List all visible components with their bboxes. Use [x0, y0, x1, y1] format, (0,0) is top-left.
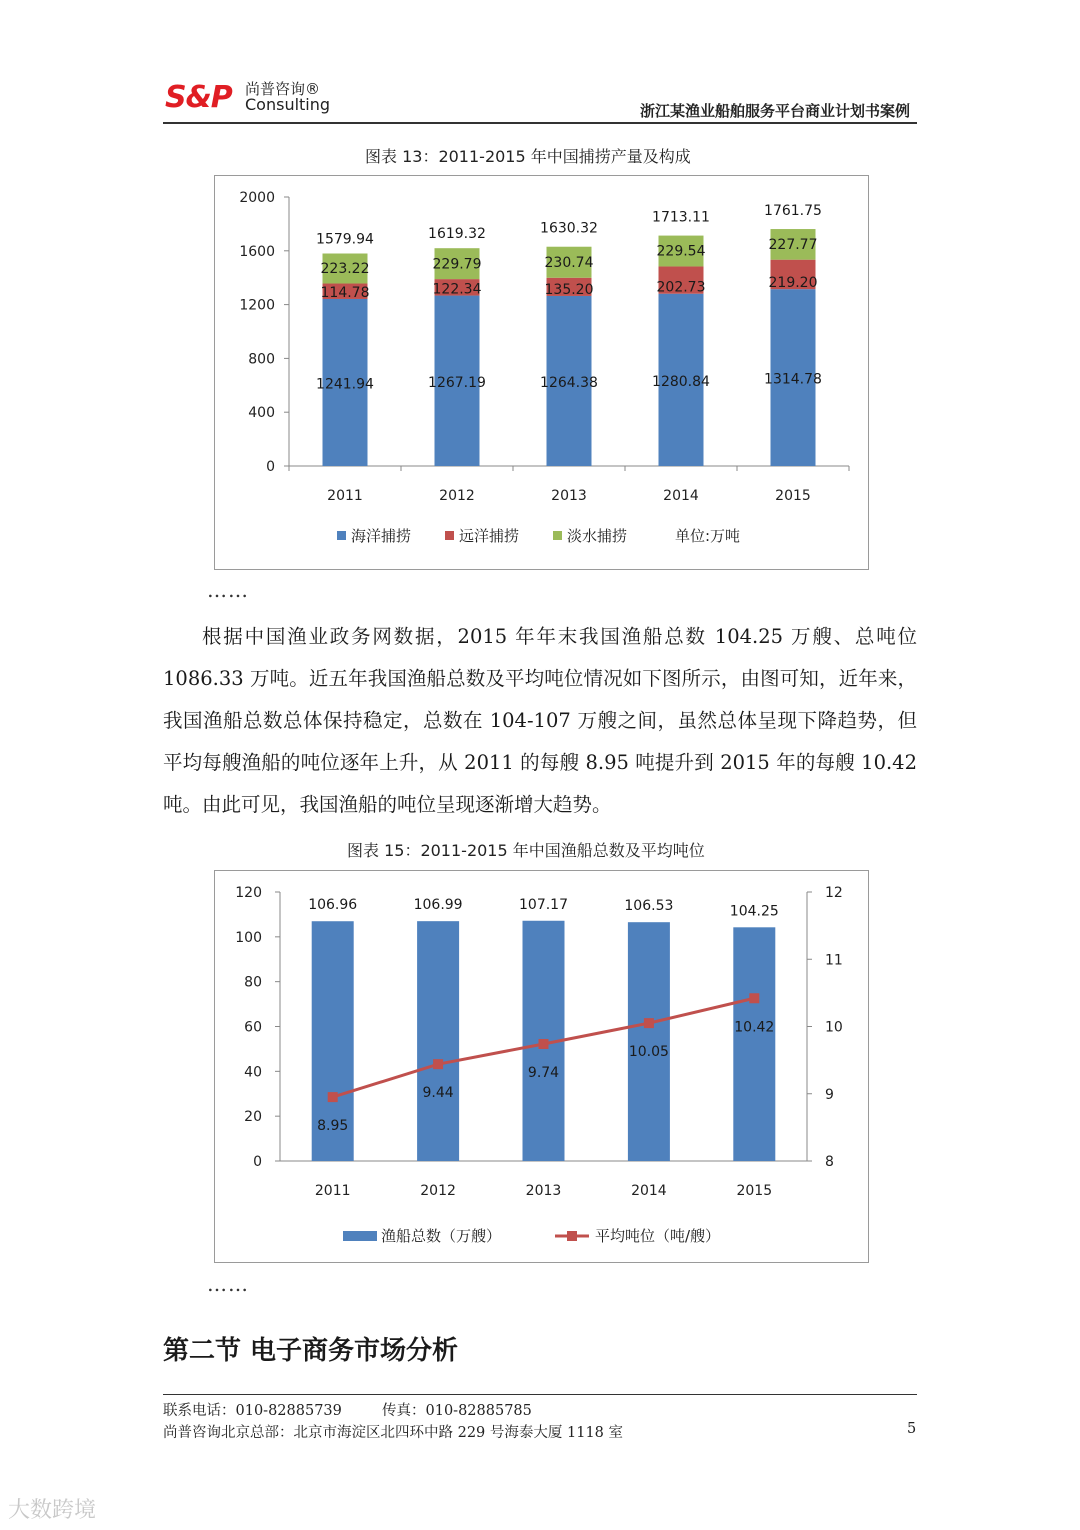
- bar-value-label: 104.25: [729, 903, 779, 920]
- right-y-tick-label: 12: [825, 885, 843, 901]
- data-label: 223.22: [320, 261, 370, 278]
- bar: [628, 922, 670, 1161]
- left-y-tick-label: 40: [244, 1064, 262, 1081]
- total-label: 1630.32: [540, 220, 598, 237]
- left-y-tick-label: 80: [244, 974, 262, 991]
- x-tick-label: 2015: [775, 488, 811, 504]
- line-value-label: 9.44: [422, 1085, 454, 1102]
- footer-phone: 联系电话：010-82885739: [163, 1403, 342, 1419]
- data-label: 1280.84: [652, 373, 710, 390]
- x-tick-label: 2014: [663, 488, 699, 504]
- logo-mark: S&P: [165, 80, 232, 115]
- bar-value-label: 106.53: [624, 898, 674, 915]
- right-y-tick-label: 9: [825, 1086, 834, 1103]
- left-y-tick-label: 100: [235, 929, 262, 946]
- bar: [417, 921, 459, 1161]
- data-label: 229.54: [656, 243, 706, 260]
- left-y-tick-label: 60: [244, 1019, 262, 1036]
- legend-swatch: [337, 531, 346, 540]
- line-marker: [644, 1018, 654, 1028]
- total-label: 1619.32: [428, 226, 486, 243]
- section-title: 第二节 电子商务市场分析: [163, 1336, 459, 1366]
- line-marker: [749, 993, 759, 1003]
- unit-note: 单位:万吨: [675, 527, 741, 545]
- left-y-tick-label: 20: [244, 1109, 262, 1126]
- data-label: 219.20: [768, 275, 818, 292]
- right-y-tick-label: 8: [825, 1154, 834, 1170]
- paragraph-text: 根据中国渔业政务网数据，2015 年年末我国渔船总数 104.25 万艘、总吨位 1086.33 万吨。近五年我国渔船总数及平均吨位情况如下图所示，由图可知，近年来，我国渔船总数总体保持稳定，总数在 104-107 万艘之间，虽然总体呈现下降趋势，但平均每艘渔船的吨位逐年上升，从 2011 的每艘 8.95 吨提升到 2015 年的每艘 10.42 吨。由此可见，我国渔船的吨位呈现逐渐增大趋势。: [163, 625, 917, 816]
- legend-swatch: [553, 531, 562, 540]
- data-label: 1264.38: [540, 374, 598, 391]
- right-y-tick-label: 10: [825, 1019, 843, 1036]
- legend-swatch: [445, 531, 454, 540]
- legend-bar-swatch: [343, 1231, 377, 1241]
- ellipsis-2: ……: [207, 1272, 249, 1296]
- legend-label: 渔船总数（万艘）: [381, 1227, 502, 1245]
- line-value-label: 10.42: [734, 1019, 775, 1036]
- line-marker: [433, 1059, 443, 1069]
- legend-label: 远洋捕捞: [459, 527, 520, 545]
- data-label: 122.34: [432, 281, 482, 298]
- company-logo: [165, 78, 365, 118]
- y-tick-label: 0: [266, 459, 275, 475]
- y-tick-label: 1200: [239, 297, 275, 314]
- legend-label: 平均吨位（吨/艘）: [595, 1227, 721, 1245]
- footer-address: 尚普咨询北京总部：北京市海淀区北四环中路 229 号海泰大厦 1118 室: [163, 1425, 624, 1441]
- logo-chinese-name: 尚普咨询®: [245, 80, 321, 98]
- figure13-chart: [214, 175, 869, 570]
- x-tick-label: 2012: [439, 488, 475, 504]
- line-value-label: 10.05: [628, 1044, 669, 1061]
- legend-label: 淡水捕捞: [567, 527, 628, 545]
- right-y-tick-label: 11: [825, 952, 843, 969]
- left-y-tick-label: 120: [235, 885, 262, 901]
- total-label: 1713.11: [652, 209, 710, 226]
- data-label: 135.20: [544, 281, 594, 298]
- footer-divider: [163, 1394, 917, 1395]
- x-tick-label: 2013: [551, 488, 587, 504]
- legend-label: 海洋捕捞: [351, 527, 412, 545]
- bar-value-label: 106.99: [413, 897, 463, 914]
- x-tick-label: 2015: [736, 1183, 773, 1199]
- total-label: 1579.94: [316, 231, 374, 248]
- x-tick-label: 2012: [420, 1183, 456, 1199]
- legend-marker-swatch: [567, 1231, 577, 1241]
- x-tick-label: 2011: [314, 1183, 351, 1199]
- bar: [733, 927, 775, 1161]
- body-paragraph: [163, 616, 917, 826]
- header-divider: [163, 122, 917, 124]
- data-label: 227.77: [768, 236, 818, 253]
- y-tick-label: 400: [248, 405, 275, 422]
- data-label: 1267.19: [428, 374, 486, 391]
- x-tick-label: 2011: [327, 488, 363, 504]
- data-label: 230.74: [544, 254, 594, 271]
- line-value-label: 8.95: [317, 1118, 349, 1135]
- x-tick-label: 2014: [631, 1183, 667, 1199]
- stacked-bar-chart: [215, 176, 868, 569]
- footer-fax: 传真：010-82885785: [382, 1403, 532, 1419]
- data-label: 202.73: [656, 279, 706, 296]
- bar-line-combo-chart: [215, 871, 868, 1262]
- ellipsis-1: ……: [207, 578, 249, 602]
- line-value-label: 9.74: [527, 1064, 560, 1081]
- y-tick-label: 2000: [239, 190, 275, 206]
- page-number: 5: [907, 1421, 917, 1437]
- watermark: [8, 1493, 96, 1524]
- data-label: 114.78: [320, 284, 370, 301]
- left-y-tick-label: 0: [253, 1154, 262, 1170]
- y-tick-label: 800: [248, 351, 275, 368]
- figure13-caption: 图表 13：2011-2015 年中国捕捞产量及构成: [365, 147, 691, 166]
- line-marker: [328, 1092, 338, 1102]
- line-marker: [539, 1039, 549, 1049]
- total-label: 1761.75: [764, 203, 822, 220]
- figure15-chart: [214, 870, 869, 1263]
- bar-value-label: 106.96: [308, 897, 358, 914]
- document-title: 浙江某渔业船舶服务平台商业计划书案例: [639, 102, 910, 120]
- data-label: 1241.94: [316, 376, 374, 393]
- watermark-text: 大数跨境: [8, 1498, 97, 1523]
- bar-value-label: 107.17: [519, 896, 568, 913]
- data-label: 229.79: [432, 256, 482, 273]
- x-tick-label: 2013: [525, 1183, 562, 1199]
- y-tick-label: 1600: [239, 243, 275, 260]
- data-label: 1314.78: [764, 371, 822, 388]
- figure15-caption: 图表 15：2011-2015 年中国渔船总数及平均吨位: [347, 841, 705, 860]
- logo-english-name: Consulting: [245, 95, 331, 114]
